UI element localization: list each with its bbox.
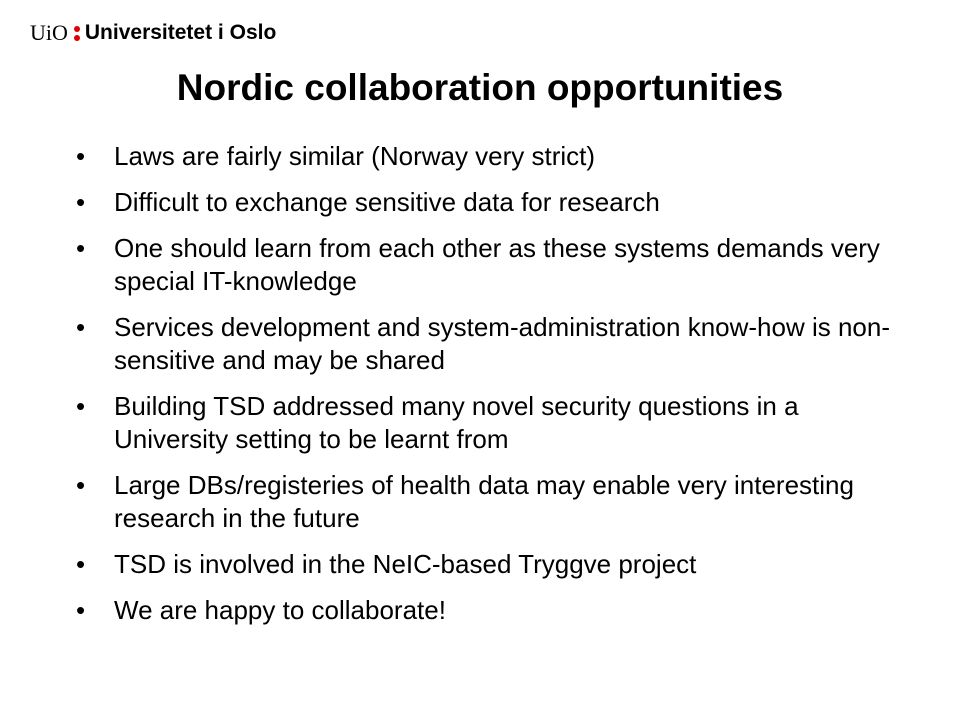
bullet-icon: •	[76, 312, 86, 342]
bullet-icon: •	[76, 187, 86, 217]
bullet-text: Building TSD addressed many novel security questions in a University setting to be learnt from	[114, 391, 799, 454]
bullet-icon: •	[76, 470, 86, 500]
logo-colon-icon	[74, 26, 80, 41]
bullet-list	[72, 140, 902, 640]
logo-dot-bottom	[74, 35, 80, 41]
bullet-icon: •	[76, 595, 86, 625]
bullet-text: One should learn from each other as these systems demands very special IT-knowledge	[114, 233, 880, 296]
bullet-item	[72, 594, 902, 627]
bullet-item	[72, 390, 902, 456]
bullet-text: Difficult to exchange sensitive data for research	[114, 187, 660, 217]
bullet-item	[72, 548, 902, 581]
bullet-text: TSD is involved in the NeIC-based Tryggve project	[114, 549, 697, 579]
slide-title: Nordic collaboration opportunities	[176, 67, 784, 108]
bullet-item	[72, 311, 902, 377]
university-logo	[30, 18, 276, 48]
bullet-item	[72, 469, 902, 535]
logo-dot-top	[74, 26, 80, 32]
bullet-text: We are happy to collaborate!	[114, 595, 446, 625]
logo-short-text: UiO	[30, 20, 68, 45]
bullet-text: Laws are fairly similar (Norway very strict)	[114, 141, 596, 171]
logo-university-name: Universitetet i Oslo	[84, 21, 277, 44]
bullet-icon: •	[76, 549, 86, 579]
bullet-icon: •	[76, 141, 86, 171]
bullet-icon: •	[76, 233, 86, 263]
bullet-text: Services development and system-administration know-how is non-sensitive and may be shared	[114, 312, 891, 375]
bullet-icon: •	[76, 391, 86, 421]
bullet-item	[72, 232, 902, 298]
bullet-text: Large DBs/registeries of health data may enable very interesting research in the future	[114, 470, 854, 533]
bullet-item	[72, 140, 902, 173]
bullet-item	[72, 186, 902, 219]
